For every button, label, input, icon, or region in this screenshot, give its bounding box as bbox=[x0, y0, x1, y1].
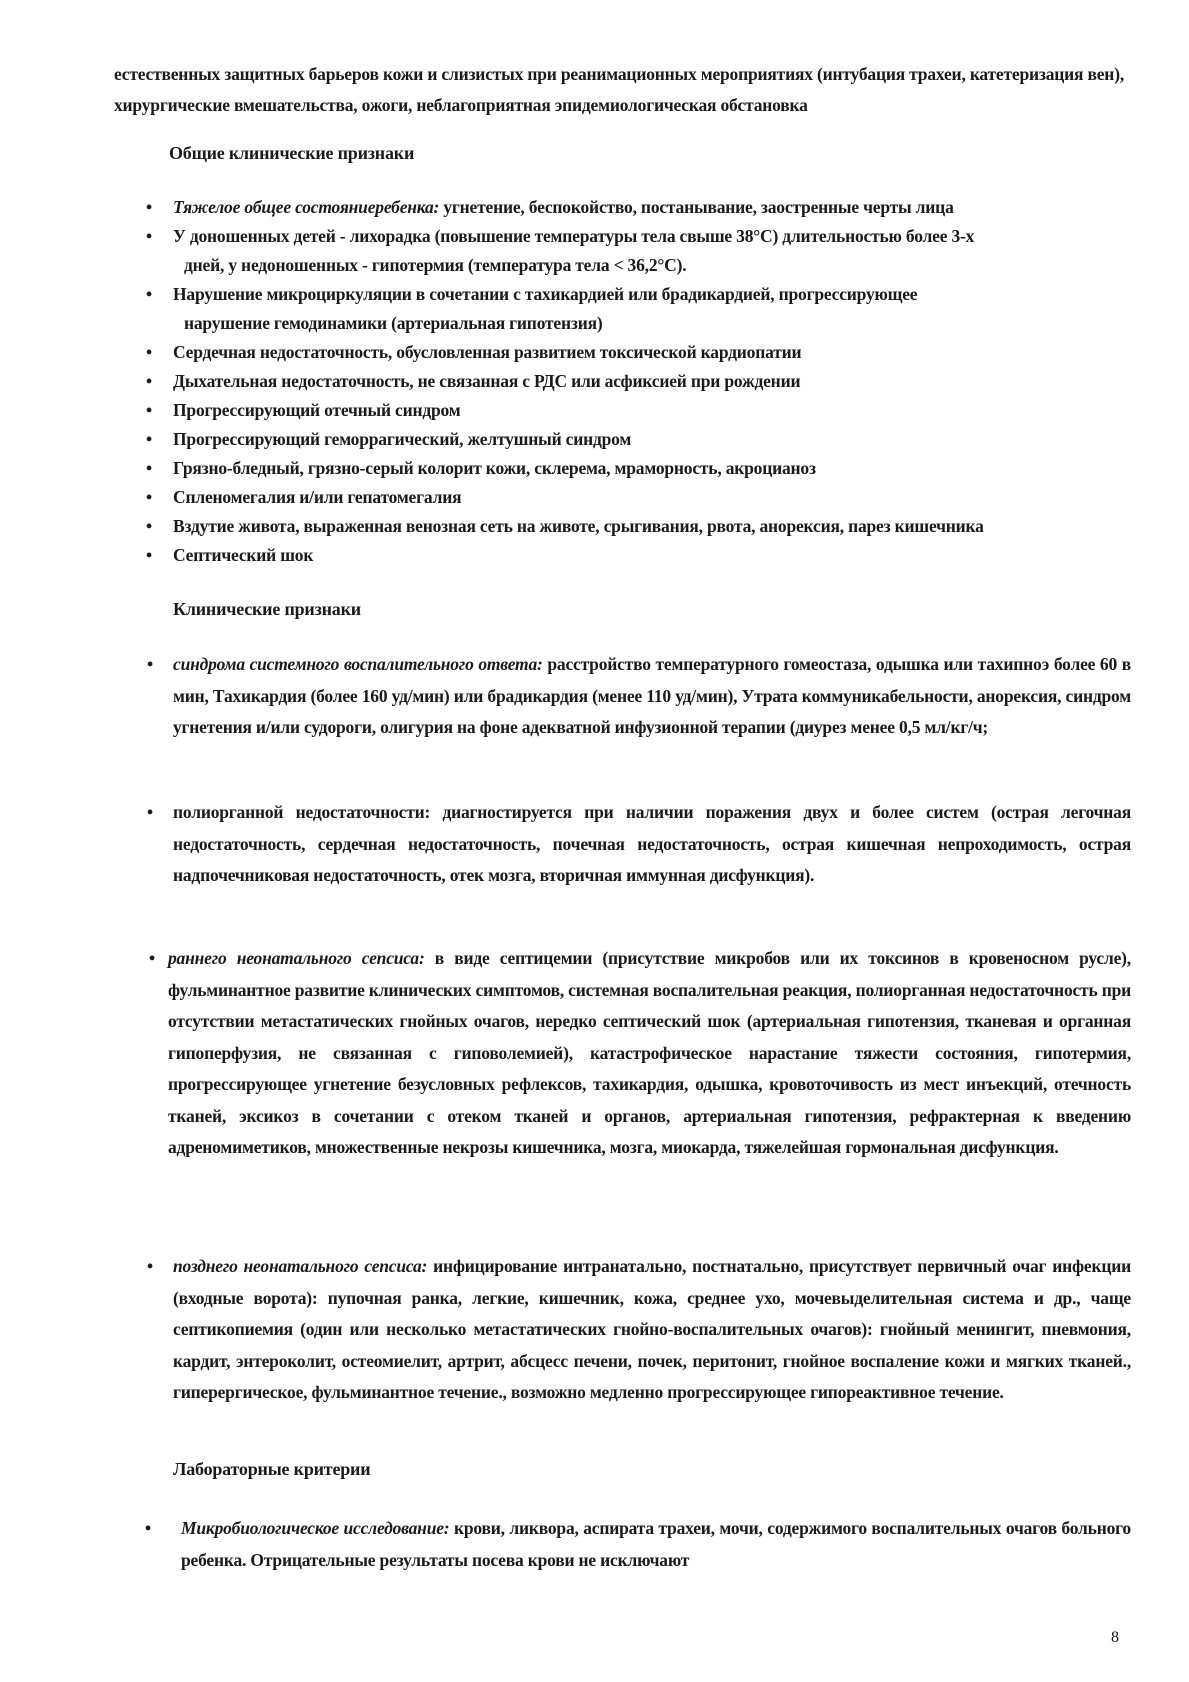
list-item: • Прогрессирующий отечный синдром bbox=[110, 396, 1130, 425]
list-item: • Грязно-бледный, грязно-серый колорит кожи, склерема, мраморность, акроцианоз bbox=[110, 454, 1130, 483]
bullet-icon: • bbox=[146, 400, 152, 420]
bullet-icon: • bbox=[146, 516, 152, 536]
bullet-icon: • bbox=[146, 197, 152, 217]
bullet-icon: • bbox=[146, 545, 152, 565]
list-item: • Тяжелое общее состояниеребенка: угнетение, беспокойство, постанывание, заостренные черты лица bbox=[110, 193, 1130, 222]
intro-paragraph: естественных защитных барьеров кожи и слизистых при реанимационных мероприятиях (интубация трахеи, катетеризация вен), хирургические вмешательства, ожоги, неблагоприятная эпидемиологическая обстановка bbox=[114, 64, 1124, 115]
bullet-icon: • bbox=[146, 226, 152, 246]
heading-lab-criteria: Лабораторные критерии bbox=[173, 1459, 371, 1479]
page-number: 8 bbox=[1111, 1629, 1119, 1646]
heading-clinical-signs: Клинические признаки bbox=[173, 599, 361, 619]
bullet-icon: • bbox=[146, 371, 152, 391]
clinical-late-sepsis-item: • позднего неонатального сепсиса: инфицирование интранатально, постнатально, присутствует первичный очаг инфекции (входные ворота): пупочная ранка, легкие, кишечник, кожа, среднее ухо, мочевыделительная система и др., чаще септикопиемия (один или несколько метастатических гнойно-воспалительных очагов): гнойный менингит, пневмония, кардит, энтероколит, остеомиелит, артрит, абсцесс печени, почек, перитонит, гнойное воспаление кожи и мягких тканей., гиперергическое, фульминантное течение., возможно медленно прогрессирующее гипореактивное течение. bbox=[173, 1251, 1131, 1409]
bullet-icon: • bbox=[147, 1256, 153, 1276]
list-item: • Вздутие живота, выраженная венозная сеть на животе, срыгивания, рвота, анорексия, парез кишечника bbox=[110, 512, 1130, 541]
bullet-icon: • bbox=[146, 458, 152, 478]
clinical-mof-item: • полиорганной недостаточности: диагностируется при наличии поражения двух и более систем (острая легочная недостаточность, сердечная недостаточность, почечная недостаточность, острая кишечная непроходимость, острая надпочечниковая недостаточность, отек мозга, вторичная иммунная дисфункция). bbox=[173, 797, 1131, 892]
bullet-icon: • bbox=[146, 342, 152, 362]
list-item: • Дыхательная недостаточность, не связанная с РДС или асфиксией при рождении bbox=[110, 367, 1130, 396]
bullet-icon: • bbox=[146, 429, 152, 449]
clinical-sirs-item: • синдрома системного воспалительного ответа: расстройство температурного гомеостаза, одышка или тахипноэ более 60 в мин, Тахикардия (более 160 уд/мин) или брадикардия (менее 110 уд/мин), Утрата коммуникабельности, анорексия, синдром угнетения и/или судороги, олигурия на фоне адекватной инфузионной терапии (диурез менее 0,5 мл/кг/ч; bbox=[173, 649, 1131, 744]
bullet-icon: • bbox=[149, 948, 155, 968]
list-item: • У доношенных детей - лихорадка (повышение температуры тела свыше 38°С) длительностью более 3-х дней, у недоношенных - гипотермия (температура тела < 36,2°С). bbox=[110, 222, 1130, 280]
bullet-icon: • bbox=[146, 487, 152, 507]
bullet-icon: • bbox=[147, 802, 153, 822]
heading-general-signs: Общие клинические признаки bbox=[169, 143, 415, 163]
list-item: • Септический шок bbox=[110, 541, 1130, 570]
bullet-icon: • bbox=[146, 284, 152, 304]
bullet-icon: • bbox=[145, 1518, 151, 1538]
clinical-early-sepsis-item: • раннего неонатального сепсиса: в виде септицемии (присутствие микробов или их токсинов в кровеносном русле), фульминантное развитие клинических симптомов, системная воспалительная реакция, полиорганная недостаточность при отсутствии метастатических гнойных очагов, нередко септический шок (артериальная гипотензия, тканевая и органная гипоперфузия, не связанная с гиповолемией), катастрофическое нарастание тяжести состояния, гипотермия, прогрессирующее угнетение безусловных рефлексов, тахикардия, одышка, кровоточивость из мест инъекций, отечность тканей, эксикоз в сочетании с отеком тканей и органов, артериальная гипотензия, рефрактерная к введению адреномиметиков, множественные некрозы кишечника, мозга, миокарда, тяжелейшая гормональная дисфункция. bbox=[168, 943, 1131, 1164]
bullet-icon: • bbox=[147, 654, 153, 674]
list-item: • Спленомегалия и/или гепатомегалия bbox=[110, 483, 1130, 512]
list-item: • Прогрессирующий геморрагический, желтушный синдром bbox=[110, 425, 1130, 454]
general-signs-list bbox=[110, 193, 1130, 570]
list-item: • Сердечная недостаточность, обусловленная развитием токсической кардиопатии bbox=[110, 338, 1130, 367]
lab-microbiology-item: • Микробиологическое исследование: крови, ликвора, аспирата трахеи, мочи, содержимого воспалительных очагов больного ребенка. Отрицательные результаты посева крови не исключают bbox=[181, 1513, 1131, 1576]
list-item: • Нарушение микроциркуляции в сочетании с тахикардией или брадикардией, прогрессирующее нарушение гемодинамики (артериальная гипотензия) bbox=[110, 280, 1130, 338]
